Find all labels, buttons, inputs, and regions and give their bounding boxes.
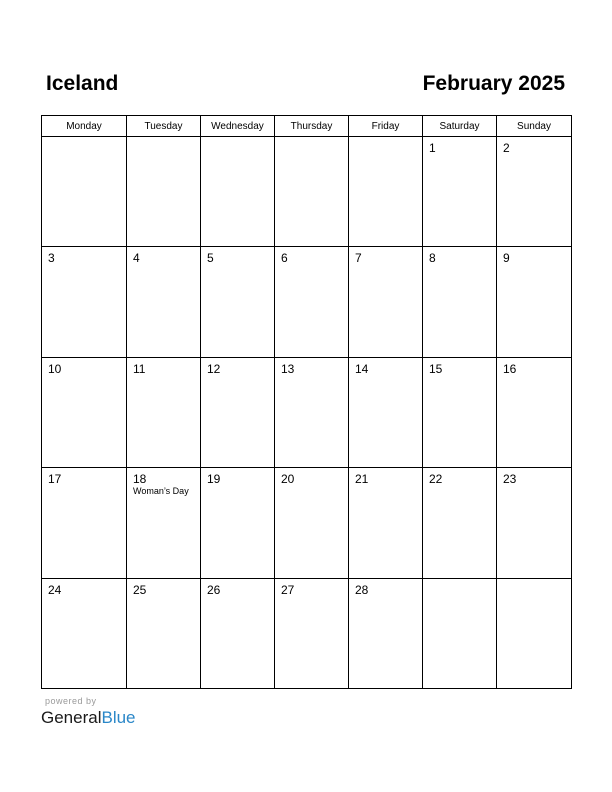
day-cell [127,578,201,688]
weekday-monday: Monday [42,116,127,137]
day-number: 19 [207,472,221,487]
day-cell [275,468,349,578]
day-cell [349,137,423,247]
day-cell [127,137,201,247]
weekday-saturday: Saturday [423,116,497,137]
day-number: 17 [48,472,62,487]
weekday-thursday: Thursday [275,116,349,137]
day-number: 28 [355,582,369,597]
day-cell [42,247,127,357]
day-cell [42,357,127,467]
day-number: 11 [133,361,146,376]
weekday-wednesday: Wednesday [201,116,275,137]
day-number: 18 [133,472,147,487]
day-number: 4 [133,251,140,266]
week-row [42,468,572,578]
day-cell [127,468,201,578]
day-number: 21 [355,472,369,487]
day-number [349,137,422,141]
day-cell [497,578,572,688]
weekday-friday: Friday [349,116,423,137]
day-number: 23 [503,472,517,487]
week-row [42,137,572,247]
day-number [201,137,274,141]
day-cell [497,357,572,467]
weekday-sunday: Sunday [497,116,572,137]
day-cell [201,137,275,247]
holiday-label: Woman’s Day [133,486,189,497]
day-cell [127,247,201,357]
day-cell [423,137,497,247]
day-number: 8 [429,251,436,266]
day-number: 27 [281,582,295,597]
day-cell [127,357,201,467]
day-cell [497,137,572,247]
day-number [497,579,571,583]
day-cell [201,578,275,688]
day-cell [423,357,497,467]
day-number: 10 [48,361,62,376]
day-number [127,137,200,141]
day-cell [275,578,349,688]
day-number [42,137,126,141]
week-row [42,578,572,688]
day-cell [349,578,423,688]
week-row [42,357,572,467]
day-number: 12 [207,361,221,376]
day-cell [497,247,572,357]
day-number [275,137,348,141]
day-number: 16 [503,361,517,376]
day-number: 22 [429,472,443,487]
day-cell [201,357,275,467]
day-cell [42,137,127,247]
day-cell [423,247,497,357]
day-number: 6 [281,251,288,266]
day-number: 9 [503,251,510,266]
day-number: 1 [429,141,436,155]
day-number: 7 [355,251,362,266]
day-cell [42,468,127,578]
day-cell [275,137,349,247]
day-cell [349,247,423,357]
day-cell [349,357,423,467]
weekday-tuesday: Tuesday [127,116,201,137]
day-number: 20 [281,472,295,487]
day-cell [275,357,349,467]
day-cell [423,468,497,578]
day-cell [201,247,275,357]
week-row [42,247,572,357]
calendar-grid [41,115,572,689]
day-number: 25 [133,582,147,597]
weekday-header-row [42,116,572,137]
generalblue-logo [41,707,136,729]
day-cell [42,578,127,688]
day-cell [201,468,275,578]
month-year-title: February 2025 [422,72,565,95]
day-number: 3 [48,251,55,266]
day-number: 5 [207,251,214,266]
country-title: Iceland [46,72,119,95]
day-cell [497,468,572,578]
day-cell [423,578,497,688]
brand-text-blue: Blue [101,708,136,727]
day-cell [275,247,349,357]
brand-text-general: General [41,708,102,727]
day-number: 26 [207,582,221,597]
day-number: 14 [355,361,369,376]
day-number: 2 [503,141,510,155]
day-number: 13 [281,361,295,376]
day-cell [349,468,423,578]
day-number: 15 [429,361,443,376]
day-number: 24 [48,582,62,597]
day-number [423,579,496,583]
powered-by-label: powered by [45,696,97,706]
